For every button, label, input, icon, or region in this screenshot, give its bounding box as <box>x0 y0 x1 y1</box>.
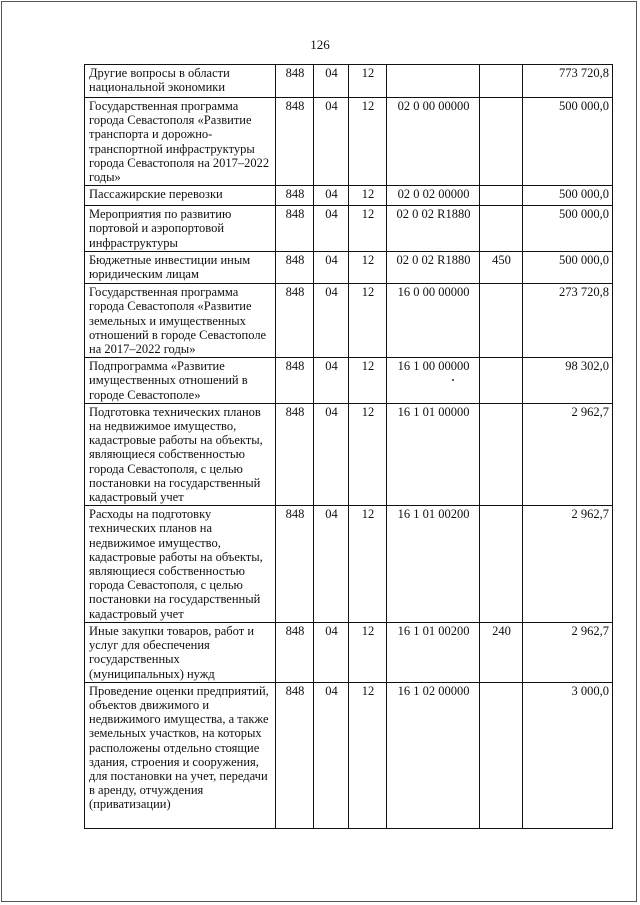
cell-csr: 16 1 01 00200 <box>387 622 480 682</box>
cell-name: Расходы на подготовку технических планов на недвижимое имущество, кадастровые работы на объекты, являющиеся собственностью города Севастополя, с целью постановки на государственный кадастровый учет <box>85 506 276 623</box>
cell-ved: 848 <box>276 358 314 404</box>
table-row <box>85 358 613 404</box>
cell-rz: 04 <box>314 186 349 206</box>
cell-csr <box>387 65 480 98</box>
cell-vr <box>480 206 523 252</box>
cell-ved: 848 <box>276 252 314 284</box>
cell-vr: 450 <box>480 252 523 284</box>
cell-rz: 04 <box>314 403 349 505</box>
cell-name: Государственная программа города Севастополя «Развитие земельных и имущественных отношений в городе Севастополе на 2017–2022 годы» <box>85 284 276 358</box>
cell-csr: 02 0 00 00000 <box>387 98 480 186</box>
cell-csr: 02 0 02 00000 <box>387 186 480 206</box>
cell-ved: 848 <box>276 206 314 252</box>
cell-csr: 16 0 00 00000 <box>387 284 480 358</box>
cell-sum: 98 302,0 <box>523 358 613 404</box>
cell-name: Подпрограмма «Развитие имущественных отношений в городе Севастополе» <box>85 358 276 404</box>
cell-sum: 273 720,8 <box>523 284 613 358</box>
table-row <box>85 98 613 186</box>
cell-csr: 02 0 02 R1880 <box>387 252 480 284</box>
cell-rz: 04 <box>314 284 349 358</box>
cell-pr: 12 <box>349 284 387 358</box>
cell-ved: 848 <box>276 506 314 623</box>
cell-csr: 16 1 02 00000 <box>387 682 480 828</box>
cell-csr: 16 1 00 00000 <box>387 358 480 404</box>
stray-mark <box>452 379 454 381</box>
budget-table <box>84 64 613 829</box>
cell-ved: 848 <box>276 403 314 505</box>
cell-rz: 04 <box>314 358 349 404</box>
cell-ved: 848 <box>276 622 314 682</box>
cell-pr: 12 <box>349 98 387 186</box>
cell-rz: 04 <box>314 682 349 828</box>
cell-name: Проведение оценки предприятий, объектов движимого и недвижимого имущества, а также земельных участков, на которых расположены отдельно стоящие здания, строения и сооружения, для постановки на учет, передачи в аренду, отчуждения (приватизации) <box>85 682 276 828</box>
cell-sum: 500 000,0 <box>523 206 613 252</box>
cell-vr <box>480 98 523 186</box>
cell-ved: 848 <box>276 682 314 828</box>
cell-ved: 848 <box>276 284 314 358</box>
table-row <box>85 206 613 252</box>
cell-vr <box>480 358 523 404</box>
table-row <box>85 682 613 828</box>
table-row <box>85 622 613 682</box>
cell-sum: 2 962,7 <box>523 622 613 682</box>
table-row <box>85 506 613 623</box>
cell-vr: 240 <box>480 622 523 682</box>
table-row <box>85 186 613 206</box>
cell-rz: 04 <box>314 506 349 623</box>
cell-pr: 12 <box>349 622 387 682</box>
cell-sum: 3 000,0 <box>523 682 613 828</box>
cell-pr: 12 <box>349 403 387 505</box>
cell-name: Мероприятия по развитию портовой и аэропортовой инфраструктуры <box>85 206 276 252</box>
cell-csr: 16 1 01 00000 <box>387 403 480 505</box>
cell-rz: 04 <box>314 98 349 186</box>
cell-vr <box>480 403 523 505</box>
cell-rz: 04 <box>314 622 349 682</box>
cell-csr: 02 0 02 R1880 <box>387 206 480 252</box>
cell-pr: 12 <box>349 65 387 98</box>
table-row <box>85 65 613 98</box>
cell-rz: 04 <box>314 65 349 98</box>
cell-pr: 12 <box>349 506 387 623</box>
cell-rz: 04 <box>314 252 349 284</box>
table-row <box>85 284 613 358</box>
table-row <box>85 403 613 505</box>
cell-vr <box>480 186 523 206</box>
cell-pr: 12 <box>349 358 387 404</box>
cell-pr: 12 <box>349 186 387 206</box>
cell-pr: 12 <box>349 252 387 284</box>
cell-vr <box>480 506 523 623</box>
table-row <box>85 252 613 284</box>
cell-sum: 500 000,0 <box>523 98 613 186</box>
cell-ved: 848 <box>276 65 314 98</box>
cell-pr: 12 <box>349 206 387 252</box>
cell-sum: 773 720,8 <box>523 65 613 98</box>
cell-vr <box>480 284 523 358</box>
cell-name: Другие вопросы в области национальной экономики <box>85 65 276 98</box>
page-number: 126 <box>310 37 330 52</box>
cell-sum: 500 000,0 <box>523 186 613 206</box>
cell-sum: 2 962,7 <box>523 403 613 505</box>
cell-name: Подготовка технических планов на недвижимое имущество, кадастровые работы на объекты, являющиеся собственностью города Севастополя, с целью постановки на государственный кадастровый учет <box>85 403 276 505</box>
cell-name: Иные закупки товаров, работ и услуг для обеспечения государственных (муниципальных) нужд <box>85 622 276 682</box>
cell-ved: 848 <box>276 98 314 186</box>
cell-ved: 848 <box>276 186 314 206</box>
cell-name: Бюджетные инвестиции иным юридическим лицам <box>85 252 276 284</box>
cell-sum: 2 962,7 <box>523 506 613 623</box>
cell-pr: 12 <box>349 682 387 828</box>
cell-name: Пассажирские перевозки <box>85 186 276 206</box>
cell-vr <box>480 682 523 828</box>
cell-csr: 16 1 01 00200 <box>387 506 480 623</box>
cell-vr <box>480 65 523 98</box>
cell-rz: 04 <box>314 206 349 252</box>
cell-sum: 500 000,0 <box>523 252 613 284</box>
cell-name: Государственная программа города Севастополя «Развитие транспорта и дорожно-транспортной инфраструктуры города Севастополя на 2017–2022 годы» <box>85 98 276 186</box>
budget-table-body <box>85 65 613 829</box>
